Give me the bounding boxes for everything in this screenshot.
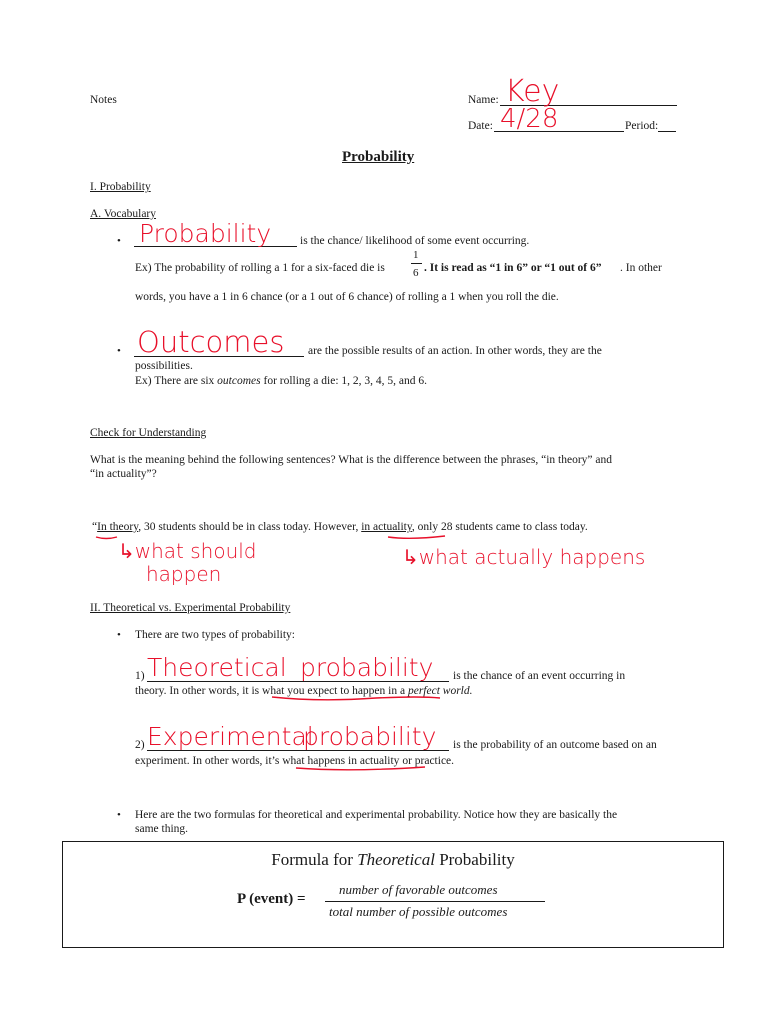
sentence-end: , only 28 students came to class today. bbox=[411, 521, 588, 533]
check-heading: Check for Understanding bbox=[90, 427, 207, 439]
name-label: Name: bbox=[468, 94, 499, 106]
formula-title-prefix: Formula for bbox=[271, 850, 353, 869]
experimental-line2-start: experiment. In other words, it’s bbox=[135, 755, 280, 767]
ink-underline-in-actuality bbox=[388, 536, 445, 538]
handwritten-note-theory-line1: ↳what should bbox=[118, 539, 257, 563]
theoretical-line2-start: theory. In other words, it is bbox=[135, 685, 260, 697]
bullet-3: • bbox=[117, 629, 121, 641]
formulas-intro-line2: same thing. bbox=[135, 823, 189, 835]
outcomes-example-italic: outcomes bbox=[217, 375, 261, 387]
perfect-world: perfect world. bbox=[407, 685, 473, 697]
in-actuality-phrase: in actuality bbox=[361, 521, 412, 533]
probability-example: Ex) The probability of rolling a 1 for a six-faced die is bbox=[135, 262, 385, 274]
formula-box bbox=[62, 841, 724, 948]
date-handwriting: 4/28 bbox=[500, 104, 559, 134]
outcomes-definition-line2: possibilities. bbox=[135, 360, 193, 372]
section-1-heading: I. Probability bbox=[90, 181, 151, 193]
handwritten-probability-1: probability bbox=[300, 653, 434, 682]
check-question-line2: “in actuality”? bbox=[90, 468, 157, 480]
type2-number: 2) bbox=[135, 739, 145, 751]
read-as-text: . It is read as “1 in 6” or “1 out of 6” bbox=[424, 262, 602, 274]
two-types-text: There are two types of probability: bbox=[135, 629, 295, 641]
experimental-definition: is the probability of an outcome based on an bbox=[453, 739, 657, 751]
formula-title-italic: Theoretical bbox=[357, 850, 435, 869]
handwritten-note-actuality: ↳what actually happens bbox=[402, 545, 646, 569]
bullet-1: • bbox=[117, 235, 121, 247]
experimental-line2-underlined: what happens in actuality bbox=[282, 755, 400, 767]
handwritten-outcomes: Outcomes bbox=[137, 325, 285, 359]
bullet-2: • bbox=[117, 345, 121, 357]
outcomes-example-prefix: Ex) There are six bbox=[135, 375, 215, 387]
period-label: Period: bbox=[625, 120, 659, 132]
formula-denominator: total number of possible outcomes bbox=[329, 904, 508, 919]
formula-lhs: P (event) = bbox=[237, 891, 306, 907]
quote-open: “ bbox=[92, 521, 98, 533]
outcomes-definition: are the possible results of an action. In other words, they are the bbox=[308, 345, 602, 357]
sentence-middle: , 30 students should be in class today. However, bbox=[138, 521, 359, 533]
handwritten-probability: Probability bbox=[139, 219, 272, 248]
name-handwriting: Key bbox=[505, 74, 560, 109]
formula-numerator: number of favorable outcomes bbox=[339, 882, 498, 897]
formula-fraction-bar bbox=[325, 901, 545, 902]
type1-number: 1) bbox=[135, 670, 145, 682]
fraction-numerator: 1 bbox=[413, 249, 419, 261]
vocabulary-heading: A. Vocabulary bbox=[90, 208, 157, 220]
outcomes-example-suffix: for rolling a die: 1, 2, 3, 4, 5, and 6. bbox=[263, 375, 428, 387]
formulas-intro-line1: Here are the two formulas for theoretical and experimental probability. Notice how they are basically the bbox=[135, 809, 618, 821]
bullet-4: • bbox=[117, 809, 121, 821]
ink-underline-actuality bbox=[296, 767, 425, 770]
fraction-denominator: 6 bbox=[413, 267, 419, 279]
page-title: Probability bbox=[342, 149, 415, 165]
example-continued: . In other bbox=[620, 262, 662, 274]
ink-underline-in-theory bbox=[96, 537, 117, 539]
handwritten-experimental: Experimental bbox=[147, 722, 314, 751]
formula-title bbox=[63, 850, 723, 870]
theoretical-definition: is the chance of an event occurring in bbox=[453, 670, 626, 682]
notes-label: Notes bbox=[90, 94, 117, 106]
formula-title-suffix: Probability bbox=[439, 850, 515, 869]
theoretical-line2-underlined: what you expect to happen in bbox=[262, 685, 398, 697]
ink-underline-expect bbox=[272, 697, 440, 700]
probability-example-line2: words, you have a 1 in 6 chance (or a 1 out of 6 chance) of rolling a 1 when you roll the die. bbox=[135, 291, 559, 303]
handwritten-theoretical: Theoretical bbox=[147, 653, 287, 682]
section-2-heading: II. Theoretical vs. Experimental Probability bbox=[90, 602, 291, 614]
experimental-line2-end: or practice. bbox=[402, 755, 455, 767]
check-question-line1: What is the meaning behind the following sentences? What is the difference between the phrases, “in theory” and bbox=[90, 454, 613, 466]
date-label: Date: bbox=[468, 120, 493, 132]
handwritten-note-theory-line2: happen bbox=[146, 562, 222, 586]
handwritten-probability-2: probability bbox=[303, 722, 437, 751]
in-theory-phrase: In theory bbox=[97, 521, 139, 533]
probability-definition: is the chance/ likelihood of some event occurring. bbox=[300, 235, 530, 247]
theoretical-line2-a: a bbox=[399, 685, 406, 697]
